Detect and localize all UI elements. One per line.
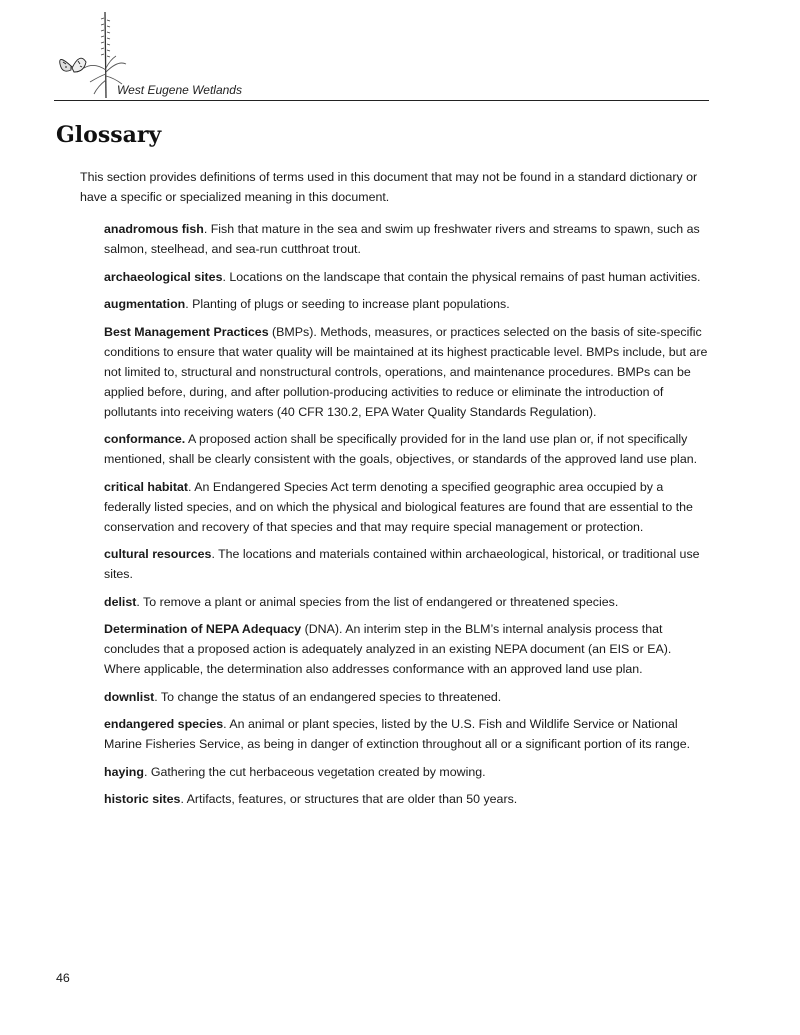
glossary-entry bbox=[104, 619, 710, 679]
glossary-definition: A proposed action shall be specifically provided for in the land use plan or, if not specifically mentioned, shall be clearly consistent with the goals, objectives, or standards of the approved land use plan. bbox=[104, 432, 698, 466]
glossary-entry bbox=[104, 687, 710, 707]
glossary-entry bbox=[104, 294, 710, 314]
glossary-term: anadromous fish bbox=[104, 222, 204, 236]
glossary-definition: . To remove a plant or animal species from the list of endangered or threatened species. bbox=[136, 594, 619, 609]
glossary-term: endangered species bbox=[104, 717, 224, 731]
glossary-entry bbox=[104, 544, 710, 584]
glossary-definition: . An animal or plant species, listed by the U.S. Fish and Wildlife Service or National Marine Fisheries Service, as being in danger of extinction throughout all or a significant portion of its range. bbox=[104, 717, 691, 751]
glossary-term: Best Management Practices bbox=[104, 324, 269, 339]
glossary-term: Determination of NEPA Adequacy bbox=[104, 622, 302, 636]
glossary-entry bbox=[104, 762, 710, 782]
glossary-entry bbox=[104, 429, 710, 469]
glossary-term: augmentation bbox=[104, 297, 186, 311]
glossary-entry bbox=[104, 477, 710, 537]
glossary-entry bbox=[104, 592, 710, 612]
glossary-term: downlist bbox=[104, 689, 155, 704]
glossary-term: archaeological sites bbox=[104, 269, 223, 284]
glossary-entry bbox=[104, 789, 710, 809]
intro-paragraph: This section provides definitions of terms used in this document that may not be found in a standard dictionary or have a specific or specialized meaning in this document. bbox=[80, 170, 698, 204]
glossary-definition: . An Endangered Species Act term denoting a specified geographic area occupied by a federally listed species, and on which the physical and biological features are found that are essential to the conservation and recovery of that species and that may require special management or protection. bbox=[104, 479, 693, 534]
glossary-definition: (BMPs). Methods, measures, or practices selected on the basis of site-specific conditions to ensure that water quality will be maintained at its highest practicable level. BMPs include, but are not limited to, structural and nonstructural controls, operations, and maintenance procedures. BMPs can be applied before, during, and after pollution-producing activities to reduce or eliminate the introduction of pollutants into receiving waters (40 CFR 130.2, EPA Water Quality Standards Regulation). bbox=[104, 324, 708, 419]
header-divider bbox=[54, 100, 709, 101]
glossary-definition: . Locations on the landscape that contain the physical remains of past human activities. bbox=[222, 269, 701, 284]
glossary-term: critical habitat bbox=[104, 479, 189, 494]
glossary-definition: (DNA). An interim step in the BLM’s internal analysis process that concludes that a proposed action is adequately analyzed in an existing NEPA document (an EIS or EA). Where applicable, the determination also addresses conformance with an approved land use plan. bbox=[104, 622, 672, 676]
glossary-definition: . Fish that mature in the sea and swim up freshwater rivers and streams to spawn, such as salmon, steelhead, and sea-run cutthroat trout. bbox=[104, 222, 700, 256]
glossary-definition: . To change the status of an endangered species to threatened. bbox=[154, 689, 502, 704]
glossary-definition: . Gathering the cut herbaceous vegetation created by mowing. bbox=[143, 764, 486, 779]
glossary-entry bbox=[104, 714, 710, 754]
document-header-title: West Eugene Wetlands bbox=[117, 83, 242, 97]
page-title: Glossary bbox=[56, 122, 162, 148]
glossary-definition: . The locations and materials contained within archaeological, historical, or traditional use sites. bbox=[104, 547, 700, 581]
glossary-term: delist bbox=[104, 594, 137, 609]
page-number: 46 bbox=[56, 971, 70, 985]
glossary-term: conformance. bbox=[104, 432, 186, 446]
glossary-term: historic sites bbox=[104, 792, 181, 806]
glossary-term: cultural resources bbox=[104, 547, 212, 561]
glossary-definition: . Artifacts, features, or structures that are older than 50 years. bbox=[180, 792, 518, 806]
glossary-entry bbox=[104, 267, 710, 287]
glossary-entry bbox=[104, 219, 710, 259]
glossary-term: haying bbox=[104, 764, 144, 779]
glossary-definition: . Planting of plugs or seeding to increase plant populations. bbox=[185, 297, 510, 311]
glossary-list bbox=[104, 219, 710, 817]
glossary-entry bbox=[104, 322, 710, 422]
